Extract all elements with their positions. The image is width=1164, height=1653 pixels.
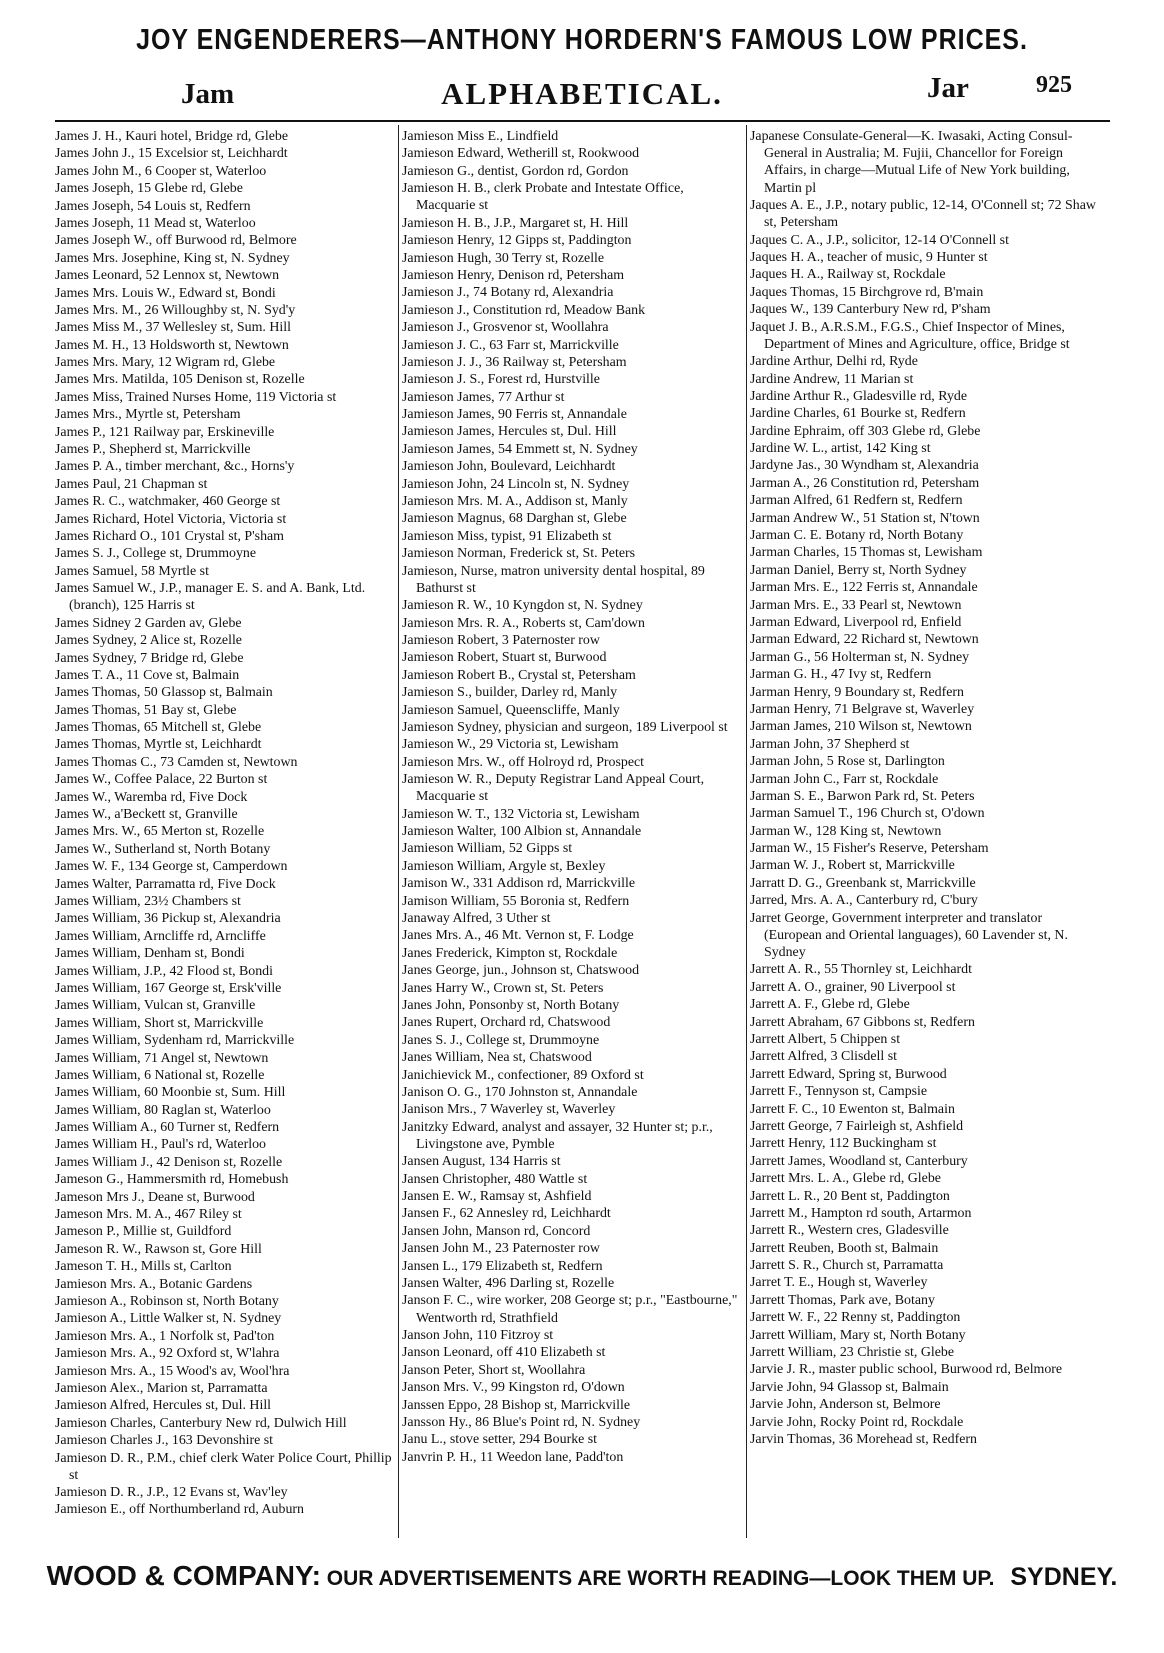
directory-entry: James S. J., College st, Drummoyne (55, 546, 257, 562)
directory-entry: James Samuel, 58 Myrtle st (55, 563, 209, 579)
directory-entry: James Sydney, 2 Alice st, Rozelle (55, 633, 242, 649)
directory-entry: Jamieson A., Little Walker st, N. Sydney (55, 1311, 282, 1327)
directory-entry: Jarman G. H., 47 Ivy st, Redfern (750, 667, 932, 683)
directory-entry: James Mrs. W., 65 Merton st, Rozelle (55, 824, 265, 840)
directory-entry: James Thomas C., 73 Camden st, Newtown (55, 754, 298, 770)
directory-entry: Jarrett James, Woodland st, Canterbury (750, 1153, 968, 1169)
directory-entry: Jamieson Hugh, 30 Terry st, Rozelle (402, 250, 605, 266)
directory-entry: Jamieson Charles J., 163 Devonshire st (55, 1433, 273, 1449)
column-divider (746, 125, 747, 1538)
directory-entry: Jamieson E., off Northumberland rd, Auburn (55, 1502, 304, 1518)
directory-entry: Jamieson G., dentist, Gordon rd, Gordon (402, 163, 629, 179)
directory-entry: Jarman John, 5 Rose st, Darlington (750, 754, 945, 770)
directory-entry: Jameson G., Hammersmith rd, Homebush (55, 1172, 289, 1188)
directory-entry: Jamieson Walter, 100 Albion st, Annandale (402, 824, 642, 840)
directory-entry: Jarvie John, Anderson st, Belmore (750, 1397, 941, 1413)
directory-entry: Janichievick M., confectioner, 89 Oxford st (402, 1067, 644, 1083)
directory-entry: Jamieson D. R., P.M., chief clerk Water Police Court, Phillip st (55, 1450, 392, 1483)
directory-entry: Jamieson Norman, Frederick st, St. Peters (402, 546, 636, 562)
directory-entry: Jardine Charles, 61 Bourke st, Redfern (750, 406, 966, 422)
directory-entry: Jamieson William, Argyle st, Bexley (402, 858, 606, 874)
directory-entry: James Samuel W., J.P., manager E. S. and A. Bank, Ltd. (branch), 125 Harris st (55, 581, 366, 614)
directory-entry: Jardine Arthur R., Gladesville rd, Ryde (750, 388, 968, 404)
directory-entry: James Miss, Trained Nurses Home, 119 Victoria st (55, 389, 337, 405)
directory-entry: Jamieson J. S., Forest rd, Hurstville (402, 372, 600, 388)
directory-entry: Jameson T. H., Mills st, Carlton (55, 1259, 232, 1275)
directory-entry: Jarvie John, Rocky Point rd, Rockdale (750, 1414, 964, 1430)
directory-entry: Janssen Eppo, 28 Bishop st, Marrickville (402, 1397, 631, 1413)
directory-entry: Jamieson D. R., J.P., 12 Evans st, Wav'ley (55, 1485, 288, 1501)
directory-entry: James William, 36 Pickup st, Alexandria (55, 911, 281, 927)
directory-entry: James Joseph W., off Burwood rd, Belmore (55, 233, 297, 249)
directory-entry: Jarman A., 26 Constitution rd, Petersham (750, 475, 980, 491)
directory-entry: Janson Peter, Short st, Woollahra (402, 1362, 586, 1378)
directory-entry: Janson Leonard, off 410 Elizabeth st (402, 1345, 606, 1361)
directory-entry: Jaques C. A., J.P., solicitor, 12-14 O'Connell st (750, 232, 1009, 248)
directory-entry: Japanese Consulate-General—K. Iwasaki, Acting Consul-General in Australia; M. Fujii, Chancellor for Foreign Affairs, in charge—Mutual Life of New York building, Martin pl (750, 129, 1073, 196)
directory-entry: James W., Coffee Palace, 22 Burton st (55, 772, 268, 788)
directory-entry: Jamieson, Nurse, matron university dental hospital, 89 Bathurst st (402, 563, 705, 596)
directory-entry: Jarrett W. F., 22 Renny st, Paddington (750, 1310, 961, 1326)
directory-entry: Jarrett Reuben, Booth st, Balmain (750, 1240, 939, 1256)
directory-entry: Jarman Henry, 9 Boundary st, Redfern (750, 684, 964, 700)
directory-entry: Janvrin P. H., 11 Weedon lane, Padd'ton (402, 1449, 624, 1465)
directory-column-2 (402, 128, 744, 1466)
directory-entry: Jamieson Mrs. A., Botanic Gardens (55, 1276, 253, 1292)
directory-entry: Jardine Ephraim, off 303 Glebe rd, Glebe (750, 423, 981, 439)
directory-entry: Jarrett A. R., 55 Thornley st, Leichhardt (750, 962, 972, 978)
directory-entry: Jamieson Alex., Marion st, Parramatta (55, 1380, 268, 1396)
directory-entry: Jarman W., 128 King st, Newtown (750, 823, 942, 839)
directory-entry: James Richard, Hotel Victoria, Victoria st (55, 511, 287, 527)
directory-entry: Jarret T. E., Hough st, Waverley (750, 1275, 928, 1291)
directory-entry: Jamieson J. C., 63 Farr st, Marrickville (402, 337, 619, 353)
directory-entry: Jarrett S. R., Church st, Parramatta (750, 1258, 944, 1274)
directory-entry: Jameson P., Millie st, Guildford (55, 1224, 232, 1240)
directory-entry: Janes Rupert, Orchard rd, Chatswood (402, 1015, 611, 1031)
directory-entry: Jarrett Alfred, 3 Clisdell st (750, 1049, 897, 1065)
directory-entry: Jarman Daniel, Berry st, North Sydney (750, 562, 967, 578)
directory-entry: Jarrett F., Tennyson st, Campsie (750, 1084, 928, 1100)
directory-entry: Jameson R. W., Rawson st, Gore Hill (55, 1241, 262, 1257)
directory-entry: Janaway Alfred, 3 Uther st (402, 911, 551, 927)
directory-entry: Jamieson Robert B., Crystal st, Petersham (402, 667, 636, 683)
directory-entry: Jamieson S., builder, Darley rd, Manly (402, 685, 618, 701)
directory-entry: Jaques H. A., Railway st, Rockdale (750, 267, 946, 283)
directory-entry: James W., a'Beckett st, Granville (55, 807, 238, 823)
directory-entry: Jamieson John, 24 Lincoln st, N. Sydney (402, 476, 630, 492)
directory-entry: Jarman W., 15 Fisher's Reserve, Petersham (750, 841, 989, 857)
directory-entry: Jameson Mrs J., Deane st, Burwood (55, 1189, 255, 1205)
directory-entry: Jamieson H. B., clerk Probate and Intestate Office, Macquarie st (402, 181, 684, 214)
directory-entry: James William, 23½ Chambers st (55, 894, 241, 909)
directory-entry: Jamison William, 55 Boronia st, Redfern (402, 893, 630, 909)
directory-entry: Jarman Andrew W., 51 Station st, N'town (750, 510, 980, 526)
directory-entry: Jamieson Mrs. A., 15 Wood's av, Wool'hra (55, 1363, 290, 1379)
directory-entry: Jarrett L. R., 20 Bent st, Paddington (750, 1188, 950, 1204)
directory-entry: Jamieson J., Constitution rd, Meadow Bank (402, 302, 646, 318)
directory-entry: Jamieson W. R., Deputy Registrar Land Appeal Court, Macquarie st (402, 772, 705, 805)
directory-entry: Jarred, Mrs. A. A., Canterbury rd, C'bury (750, 893, 978, 909)
directory-entry: Janitzky Edward, analyst and assayer, 32 Hunter st; p.r., Livingstone ave, Pymble (402, 1119, 713, 1152)
directory-entry: Jarman Charles, 15 Thomas st, Lewisham (750, 545, 983, 561)
directory-entry: James P., Shepherd st, Marrickville (55, 442, 251, 458)
directory-entry: Janes William, Nea st, Chatswood (402, 1050, 592, 1066)
directory-entry: Jamieson James, 90 Ferris st, Annandale (402, 407, 627, 423)
directory-entry: Jarrett George, 7 Fairleigh st, Ashfield (750, 1118, 964, 1134)
directory-entry: Jamieson Robert, Stuart st, Burwood (402, 650, 607, 666)
directory-entry: James M. H., 13 Holdsworth st, Newtown (55, 337, 289, 353)
top-advertisement-banner: JOY ENGENDERERS—ANTHONY HORDERN'S FAMOUS LOW PRICES. (136, 23, 1028, 57)
directory-entry: James Joseph, 15 Glebe rd, Glebe (55, 181, 243, 197)
directory-entry: Jaques W., 139 Canterbury New rd, P'sham (750, 302, 991, 318)
directory-entry: James John J., 15 Excelsior st, Leichhardt (55, 146, 288, 162)
directory-entry: Jamieson Henry, Denison rd, Petersham (402, 267, 625, 283)
directory-entry: James Sydney, 7 Bridge rd, Glebe (55, 650, 244, 666)
directory-entry: Jamieson H. B., J.P., Margaret st, H. Hill (402, 215, 629, 231)
directory-entry: Jarrett A. F., Glebe rd, Glebe (750, 997, 910, 1013)
directory-entry: Jamieson Miss, typist, 91 Elizabeth st (402, 528, 612, 544)
directory-entry: Jarrett Henry, 112 Buckingham st (750, 1136, 937, 1152)
directory-entry: James William, 60 Moonbie st, Sum. Hill (55, 1085, 286, 1101)
directory-entry: Jarret George, Government interpreter and translator (European and Oriental languages), 60 Lavender st, N. Sydney (750, 910, 1068, 961)
directory-entry: James Joseph, 54 Louis st, Redfern (55, 198, 251, 214)
directory-entry: Jarman Mrs. E., 122 Ferris st, Annandale (750, 580, 978, 596)
directory-entry: James Sidney 2 Garden av, Glebe (55, 615, 242, 631)
directory-entry: Jamieson R. W., 10 Kyngdon st, N. Sydney (402, 598, 643, 614)
directory-entry: James John M., 6 Cooper st, Waterloo (55, 163, 267, 179)
directory-entry: Jarman John C., Farr st, Rockdale (750, 771, 939, 787)
directory-entry: Jarrett Mrs. L. A., Glebe rd, Glebe (750, 1171, 941, 1187)
directory-entry: Janes Mrs. A., 46 Mt. Vernon st, F. Lodge (402, 928, 634, 944)
directory-entry: Jamieson Henry, 12 Gipps st, Paddington (402, 233, 632, 249)
directory-entry: James P. A., timber merchant, &c., Horns'y (55, 459, 295, 475)
directory-entry: James Mrs. M., 26 Willoughby st, N. Syd'y (55, 302, 296, 318)
directory-entry: Janu L., stove setter, 294 Bourke st (402, 1432, 598, 1448)
directory-entry: James Thomas, 50 Glassop st, Balmain (55, 685, 273, 701)
directory-entry: James Mrs. Mary, 12 Wigram rd, Glebe (55, 355, 276, 371)
directory-entry: Jansen John, Manson rd, Concord (402, 1223, 591, 1239)
advertiser-name: WOOD & COMPANY: (46, 1560, 321, 1591)
directory-entry: James William, 167 George st, Ersk'ville (55, 980, 282, 996)
directory-entry: Jarrett Abraham, 67 Gibbons st, Redfern (750, 1014, 975, 1030)
directory-entry: Jarrett M., Hampton rd south, Artarmon (750, 1205, 972, 1221)
directory-entry: James William, J.P., 42 Flood st, Bondi (55, 963, 273, 979)
directory-entry: James William, Denham st, Bondi (55, 946, 245, 962)
directory-entry: James William, 80 Raglan st, Waterloo (55, 1102, 271, 1118)
directory-entry: Jardine Arthur, Delhi rd, Ryde (750, 354, 918, 370)
directory-entry: James Walter, Parramatta rd, Five Dock (55, 876, 276, 892)
directory-entry: Jamieson Sydney, physician and surgeon, 189 Liverpool st (402, 719, 728, 735)
directory-entry: James Thomas, 65 Mitchell st, Glebe (55, 720, 262, 736)
directory-entry: James R. C., watchmaker, 460 George st (55, 494, 281, 510)
page-number: 925 (1036, 72, 1072, 98)
directory-entry: Janison O. G., 170 Johnston st, Annandale (402, 1084, 638, 1100)
directory-entry: James P., 121 Railway par, Erskineville (55, 424, 275, 440)
directory-entry: Jamieson Mrs. M. A., Addison st, Manly (402, 494, 628, 510)
directory-entry: Jarvie John, 94 Glassop st, Balmain (750, 1379, 949, 1395)
advertisement-slogan: OUR ADVERTISEMENTS ARE WORTH READING—LOOK THEM UP. (326, 1567, 995, 1590)
directory-entry: Jansen E. W., Ramsay st, Ashfield (402, 1189, 592, 1205)
directory-entry: Jarman Edward, 22 Richard st, Newtown (750, 632, 979, 648)
bottom-advertisement-banner (0, 1560, 1164, 1592)
directory-entry: Jarman James, 210 Wilson st, Newtown (750, 719, 972, 735)
directory-entry: Jameson Mrs. M. A., 467 Riley st (55, 1207, 242, 1223)
directory-entry: Jamieson James, 54 Emmett st, N. Sydney (402, 441, 638, 457)
directory-entry: Jamieson A., Robinson st, North Botany (55, 1293, 279, 1309)
directory-entry: Jamieson Mrs. A., 1 Norfolk st, Pad'ton (55, 1328, 275, 1344)
directory-entry: James William, Sydenham rd, Marrickville (55, 1033, 295, 1049)
advertiser-city: SYDNEY. (1010, 1563, 1118, 1591)
directory-entry: James William J., 42 Denison st, Rozelle (55, 1154, 283, 1170)
directory-entry: Jamieson W. T., 132 Victoria st, Lewisham (402, 806, 640, 822)
directory-entry: Jaques A. E., J.P., notary public, 12-14, O'Connell st; 72 Shaw st, Petersham (750, 198, 1096, 231)
directory-entry: Jaquet J. B., A.R.S.M., F.G.S., Chief Inspector of Mines, Department of Mines and Agriculture, office, Bridge st (750, 319, 1070, 352)
directory-entry: Janes John, Ponsonby st, North Botany (402, 997, 620, 1013)
directory-entry: Jamieson Edward, Wetherill st, Rookwood (402, 146, 640, 162)
directory-entry: Jamison W., 331 Addison rd, Marrickville (402, 876, 636, 892)
directory-entry: James William A., 60 Turner st, Redfern (55, 1120, 280, 1136)
directory-entry: James W. F., 134 George st, Camperdown (55, 859, 288, 875)
directory-entry: Jamieson Magnus, 68 Darghan st, Glebe (402, 511, 627, 527)
directory-entry: James Paul, 21 Chapman st (55, 476, 208, 492)
directory-entry: Jamieson J., 74 Botany rd, Alexandria (402, 285, 614, 301)
directory-entry: Jamieson Mrs. A., 92 Oxford st, W'lahra (55, 1346, 280, 1362)
directory-entry: Jardyne Jas., 30 Wyndham st, Alexandria (750, 458, 979, 474)
directory-entry: Jamieson Mrs. W., off Holroyd rd, Prospect (402, 754, 645, 770)
directory-entry: Jamieson J. J., 36 Railway st, Petersham (402, 354, 627, 370)
directory-entry: Jansen Walter, 496 Darling st, Rozelle (402, 1276, 615, 1292)
directory-entry: Jamieson Alfred, Hercules st, Dul. Hill (55, 1398, 272, 1414)
column-divider (398, 125, 399, 1538)
directory-entry: Jarman S. E., Barwon Park rd, St. Peters (750, 788, 975, 804)
directory-entry: James William, 6 National st, Rozelle (55, 1067, 265, 1083)
page-header (0, 70, 1164, 120)
directory-entry: James Joseph, 11 Mead st, Waterloo (55, 215, 256, 231)
directory-entry: James William H., Paul's rd, Waterloo (55, 1137, 266, 1153)
directory-entry: Janes Frederick, Kimpton st, Rockdale (402, 945, 618, 961)
directory-entry: Jamieson Robert, 3 Paternoster row (402, 632, 600, 648)
directory-entry: Jarrett Albert, 5 Chippen st (750, 1032, 901, 1047)
directory-entry: Jarman Samuel T., 196 Church st, O'down (750, 806, 985, 822)
directory-entry: Jamieson Mrs. R. A., Roberts st, Cam'down (402, 615, 645, 631)
directory-column-1 (55, 128, 397, 1519)
directory-entry: Jamieson Miss E., Lindfield (402, 129, 559, 144)
directory-entry: James Mrs. Louis W., Edward st, Bondi (55, 285, 276, 301)
directory-entry: Jansen August, 134 Harris st (402, 1154, 561, 1170)
directory-entry: Jamieson Samuel, Queenscliffe, Manly (402, 702, 620, 718)
directory-entry: James Mrs. Josephine, King st, N. Sydney (55, 250, 290, 266)
directory-entry: James William, Short st, Marrickville (55, 1015, 264, 1031)
directory-entry: Janison Mrs., 7 Waverley st, Waverley (402, 1102, 616, 1118)
directory-entry: Jarrett William, 23 Christie st, Glebe (750, 1345, 955, 1361)
directory-entry: Jardine W. L., artist, 142 King st (750, 441, 931, 457)
directory-entry: Jarrett A. O., grainer, 90 Liverpool st (750, 979, 956, 995)
header-left-guide-word: Jam (181, 78, 235, 110)
directory-entry: James Richard O., 101 Crystal st, P'sham (55, 528, 284, 544)
directory-entry: Jarrett Edward, Spring st, Burwood (750, 1066, 947, 1082)
directory-entry: Janes Harry W., Crown st, St. Peters (402, 980, 604, 996)
directory-entry: Janson John, 110 Fitzroy st (402, 1328, 554, 1344)
directory-column-3 (750, 128, 1100, 1448)
directory-entry: Jamieson J., Grosvenor st, Woollahra (402, 320, 609, 336)
directory-entry: Jarman John, 37 Shepherd st (750, 736, 910, 752)
directory-entry: James William, Vulcan st, Granville (55, 998, 256, 1014)
directory-entry: Jamieson William, 52 Gipps st (402, 841, 573, 857)
directory-entry: Jarrett F. C., 10 Ewenton st, Balmain (750, 1101, 955, 1117)
directory-entry: Jaques H. A., teacher of music, 9 Hunter st (750, 249, 988, 265)
directory-entry: Jarvie J. R., master public school, Burwood rd, Belmore (750, 1362, 1063, 1378)
directory-entry: James Miss M., 37 Wellesley st, Sum. Hill (55, 320, 291, 336)
directory-entry: Jarman Edward, Liverpool rd, Enfield (750, 615, 962, 630)
directory-entry: James Mrs. Matilda, 105 Denison st, Rozelle (55, 372, 305, 388)
header-title: ALPHABETICAL. (441, 76, 723, 111)
directory-entry: Jarman G., 56 Holterman st, N. Sydney (750, 649, 970, 665)
directory-entry: James Thomas, Myrtle st, Leichhardt (55, 737, 262, 753)
directory-entry: Janson F. C., wire worker, 208 George st; p.r., "Eastbourne," Wentworth rd, Strathfield (402, 1293, 738, 1326)
directory-entry: James J. H., Kauri hotel, Bridge rd, Glebe (55, 129, 289, 144)
directory-entry: Jarrett R., Western cres, Gladesville (750, 1223, 949, 1239)
directory-entry: Jarrett Thomas, Park ave, Botany (750, 1292, 935, 1308)
header-right-guide-word: Jar (927, 72, 969, 104)
directory-entry: Jamieson John, Boulevard, Leichhardt (402, 459, 616, 475)
directory-entry: James Thomas, 51 Bay st, Glebe (55, 702, 237, 718)
directory-entry: Jarrett William, Mary st, North Botany (750, 1327, 966, 1343)
directory-entry: Jamieson Charles, Canterbury New rd, Dulwich Hill (55, 1415, 347, 1431)
directory-entry: Jansen F., 62 Annesley rd, Leichhardt (402, 1206, 611, 1222)
directory-entry: Jarvin Thomas, 36 Morehead st, Redfern (750, 1431, 977, 1447)
directory-entry: Jarman Mrs. E., 33 Pearl st, Newtown (750, 597, 962, 613)
directory-entry: Jamieson James, Hercules st, Dul. Hill (402, 424, 617, 440)
header-rule (55, 120, 1110, 122)
directory-entry: James T. A., 11 Cove st, Balmain (55, 667, 240, 683)
directory-entry: Jarman W. J., Robert st, Marrickville (750, 858, 955, 874)
directory-entry: Jansen John M., 23 Paternoster row (402, 1241, 600, 1257)
directory-entry: Jarratt D. G., Greenbank st, Marrickville (750, 875, 976, 891)
directory-entry: Jansen Christopher, 480 Wattle st (402, 1171, 588, 1187)
directory-entry: James William, Arncliffe rd, Arncliffe (55, 928, 266, 944)
directory-entry: James W., Sutherland st, North Botany (55, 841, 271, 857)
directory-entry: Jarman Henry, 71 Belgrave st, Waverley (750, 701, 975, 717)
directory-entry: Jansson Hy., 86 Blue's Point rd, N. Sydney (402, 1414, 641, 1430)
directory-entry: James Mrs., Myrtle st, Petersham (55, 407, 241, 423)
directory-entry: Jamieson W., 29 Victoria st, Lewisham (402, 737, 619, 753)
directory-entry: Jarman C. E. Botany rd, North Botany (750, 528, 964, 544)
directory-entry: Jansen L., 179 Elizabeth st, Redfern (402, 1258, 603, 1274)
directory-entry: Jarman Alfred, 61 Redfern st, Redfern (750, 493, 963, 509)
directory-entry: James W., Waremba rd, Five Dock (55, 789, 248, 805)
directory-entry: Janes S. J., College st, Drummoyne (402, 1032, 600, 1048)
directory-entry: James William, 71 Angel st, Newtown (55, 1050, 269, 1066)
directory-entry: James Leonard, 52 Lennox st, Newtown (55, 268, 280, 284)
directory-entry: Jamieson James, 77 Arthur st (402, 389, 565, 405)
directory-entry: Jaques Thomas, 15 Birchgrove rd, B'main (750, 284, 984, 300)
directory-entry: Janes George, jun., Johnson st, Chatswood (402, 963, 640, 979)
directory-entry: Jardine Andrew, 11 Marian st (750, 371, 914, 387)
directory-entry: Janson Mrs. V., 99 Kingston rd, O'down (402, 1380, 625, 1396)
